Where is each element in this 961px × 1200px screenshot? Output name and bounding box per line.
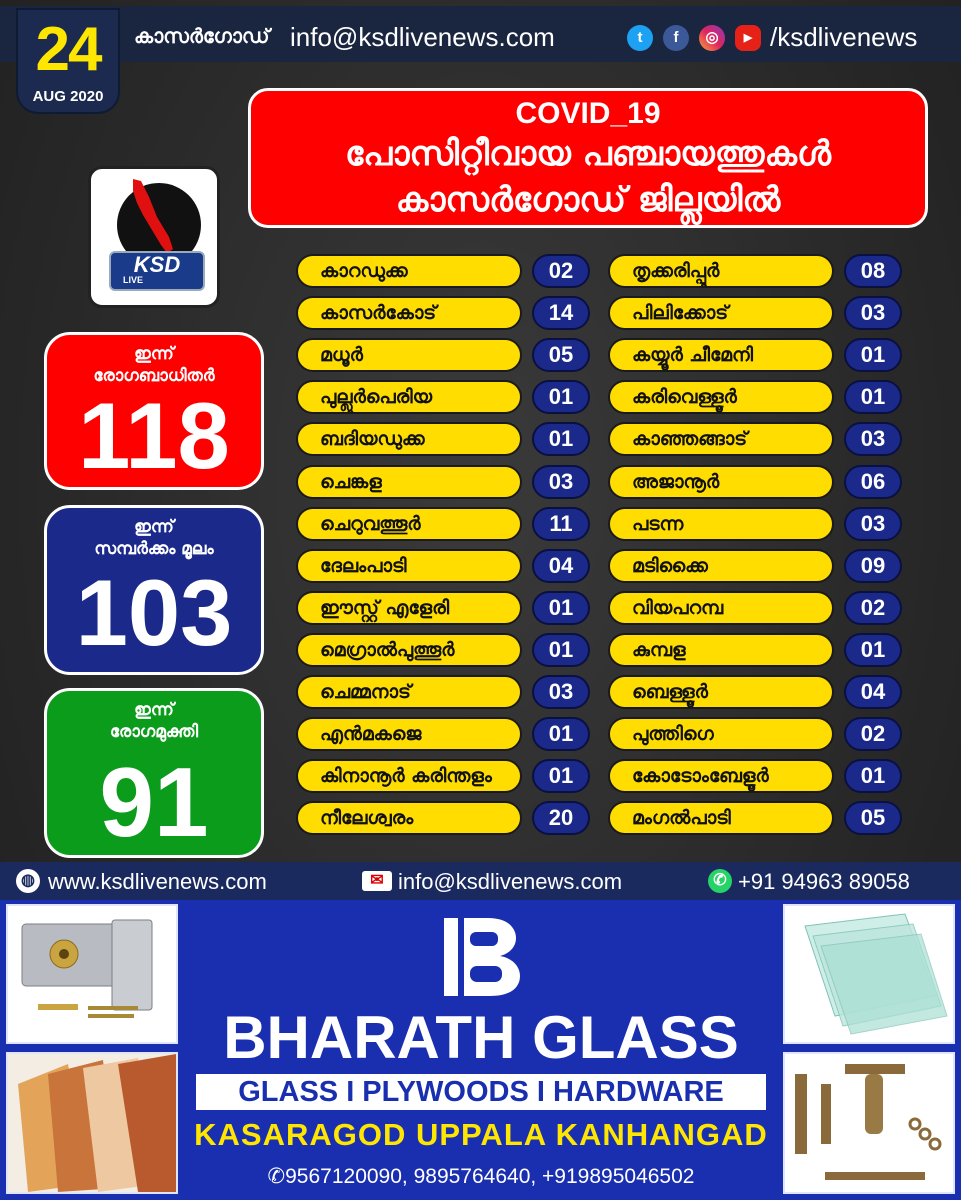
header-bar	[0, 6, 961, 62]
contact-email[interactable]: info@ksdlivenews.com	[398, 869, 623, 894]
panchayat-count: 01	[844, 759, 902, 793]
date-badge	[16, 8, 120, 114]
stat-contact	[44, 505, 264, 675]
stat-recovered	[44, 688, 264, 858]
panchayat-count: 14	[532, 296, 590, 330]
facebook-icon[interactable]: f	[663, 25, 689, 51]
panchayat-name: ചെറുവത്തൂർ	[296, 507, 522, 541]
stat-contact-value: 103	[75, 560, 233, 665]
panchayat-name: കയ്യൂർ ചീമേനി	[608, 338, 834, 372]
title-line-2: പോസിറ്റീവായ പഞ്ചായത്തുകൾ	[344, 134, 832, 174]
panchayat-count: 01	[844, 380, 902, 414]
mail-icon: ✉	[362, 871, 392, 891]
panchayat-count: 01	[844, 633, 902, 667]
panchayat-count: 04	[532, 549, 590, 583]
panchayat-count: 01	[532, 633, 590, 667]
date-month: AUG 2020	[32, 88, 104, 105]
panchayat-name: കിനാനൂർ കരിന്തളം	[296, 759, 522, 793]
panchayat-name: ദേലംപാടി	[296, 549, 522, 583]
globe-icon: ◍	[16, 869, 40, 893]
panchayat-count: 05	[844, 801, 902, 835]
panchayat-count: 11	[532, 507, 590, 541]
panchayat-name: കരിവെള്ളൂർ	[608, 380, 834, 414]
panchayat-count: 04	[844, 675, 902, 709]
panchayat-name: പുല്ലൂർപെരിയ	[296, 380, 522, 414]
panchayat-count: 05	[532, 338, 590, 372]
panchayat-count: 03	[532, 465, 590, 499]
panchayat-name: കാറഡുക്ക	[296, 254, 522, 288]
youtube-icon[interactable]: ▶	[735, 25, 761, 51]
panchayat-name: പിലിക്കോട്	[608, 296, 834, 330]
ksd-logo	[88, 166, 220, 308]
phone-icon: ✆	[267, 1165, 286, 1188]
social-handle[interactable]: /ksdlivenews	[770, 22, 918, 52]
panchayat-name: അജാനൂർ	[608, 465, 834, 499]
logo-ksd-text: KSD	[109, 251, 205, 291]
panchayat-count: 02	[844, 717, 902, 751]
date-day: 24	[35, 15, 101, 84]
panchayat-name: ബെള്ളൂർ	[608, 675, 834, 709]
panchayat-name: കാസർകോട്	[296, 296, 522, 330]
stat-contact-label-1: ഇന്ന്	[134, 517, 174, 537]
panchayat-name: കുമ്പള	[608, 633, 834, 667]
bharath-glass-logo	[440, 914, 522, 1000]
plywood-image	[6, 1052, 178, 1194]
panchayat-count: 03	[844, 507, 902, 541]
panchayat-name: തൃക്കരിപ്പൂർ	[608, 254, 834, 288]
ad-brand-name: BHARATH GLASS	[223, 1004, 739, 1071]
panchayat-name: ബദിയഡുക്ക	[296, 422, 522, 456]
bharath-glass-ad	[0, 900, 961, 1200]
panchayat-name: ഈസ്റ്റ് എളേരി	[296, 591, 522, 625]
ad-phones	[186, 1162, 776, 1192]
panchayat-count: 02	[844, 591, 902, 625]
panchayat-count: 01	[532, 422, 590, 456]
stat-contact-label-2: സമ്പർക്കം മൂലം	[94, 539, 214, 559]
contact-website[interactable]: www.ksdlivenews.com	[48, 869, 267, 894]
panchayat-count: 03	[532, 675, 590, 709]
stat-positive-label-2: രോഗബാധിതർ	[93, 366, 215, 386]
panchayat-name: കാഞ്ഞങ്ങാട്	[608, 422, 834, 456]
instagram-icon[interactable]: ◎	[699, 25, 725, 51]
panchayat-count: 03	[844, 296, 902, 330]
logo-live-text: LIVE	[123, 275, 144, 285]
panchayat-count: 20	[532, 801, 590, 835]
panchayat-name: മെഗ്രാൽപുത്തൂർ	[296, 633, 522, 667]
title-banner	[248, 88, 928, 228]
panchayat-count: 06	[844, 465, 902, 499]
panchayat-name: എൻമകജെ	[296, 717, 522, 751]
panchayat-name: വിയപറമ്പ	[608, 591, 834, 625]
stat-positive-label-1: ഇന്ന്	[134, 344, 174, 364]
panchayat-name: മധൂർ	[296, 338, 522, 372]
panchayat-count: 08	[844, 254, 902, 288]
panchayat-count: 02	[532, 254, 590, 288]
ad-phone-numbers[interactable]: 9567120090, 9895764640, +919895046502	[285, 1165, 695, 1188]
panchayat-count: 01	[532, 380, 590, 414]
header-email[interactable]: info@ksdlivenews.com	[290, 22, 555, 52]
kerala-map-icon	[127, 177, 177, 257]
place-name: കാസർഗോഡ്	[134, 24, 270, 48]
panchayat-name: പുത്തിഗെ	[608, 717, 834, 751]
title-line-3: കാസർഗോഡ് ജില്ലയിൽ	[395, 180, 781, 220]
panchayat-name: മടിക്കൈ	[608, 549, 834, 583]
panchayat-name: നീലേശ്വരം	[296, 801, 522, 835]
stat-recovered-label-2: രോഗമുക്തി	[109, 722, 199, 742]
panchayat-name: ചെങ്കള	[296, 465, 522, 499]
door-lock-image	[6, 904, 178, 1044]
stat-recovered-label-1: ഇന്ന്	[134, 700, 174, 720]
panchayat-name: കോടോംബേളൂർ	[608, 759, 834, 793]
ad-places: KASARAGOD UPPALA KANHANGAD	[194, 1117, 768, 1152]
stat-positive	[44, 332, 264, 490]
panchayat-count: 01	[532, 759, 590, 793]
panchayat-count: 09	[844, 549, 902, 583]
panchayat-count: 03	[844, 422, 902, 456]
panchayat-count: 01	[532, 717, 590, 751]
panchayat-name: ചെമ്മനാട്	[296, 675, 522, 709]
panchayat-count: 01	[844, 338, 902, 372]
panchayat-name: പടന്ന	[608, 507, 834, 541]
glass-sheets-image	[783, 904, 955, 1044]
stat-recovered-value: 91	[99, 747, 209, 857]
contact-strip	[0, 862, 961, 900]
panchayat-count: 01	[532, 591, 590, 625]
panchayat-name: മംഗൽപാടി	[608, 801, 834, 835]
stat-positive-value: 118	[78, 383, 230, 488]
twitter-icon[interactable]: t	[627, 25, 653, 51]
whatsapp-icon: ✆	[708, 869, 732, 893]
contact-phone[interactable]: +91 94963 89058	[738, 869, 910, 894]
title-line-1: COVID_19	[515, 97, 661, 130]
door-hardware-image	[783, 1052, 955, 1194]
ad-subtitle: GLASS I PLYWOODS I HARDWARE	[196, 1074, 766, 1110]
